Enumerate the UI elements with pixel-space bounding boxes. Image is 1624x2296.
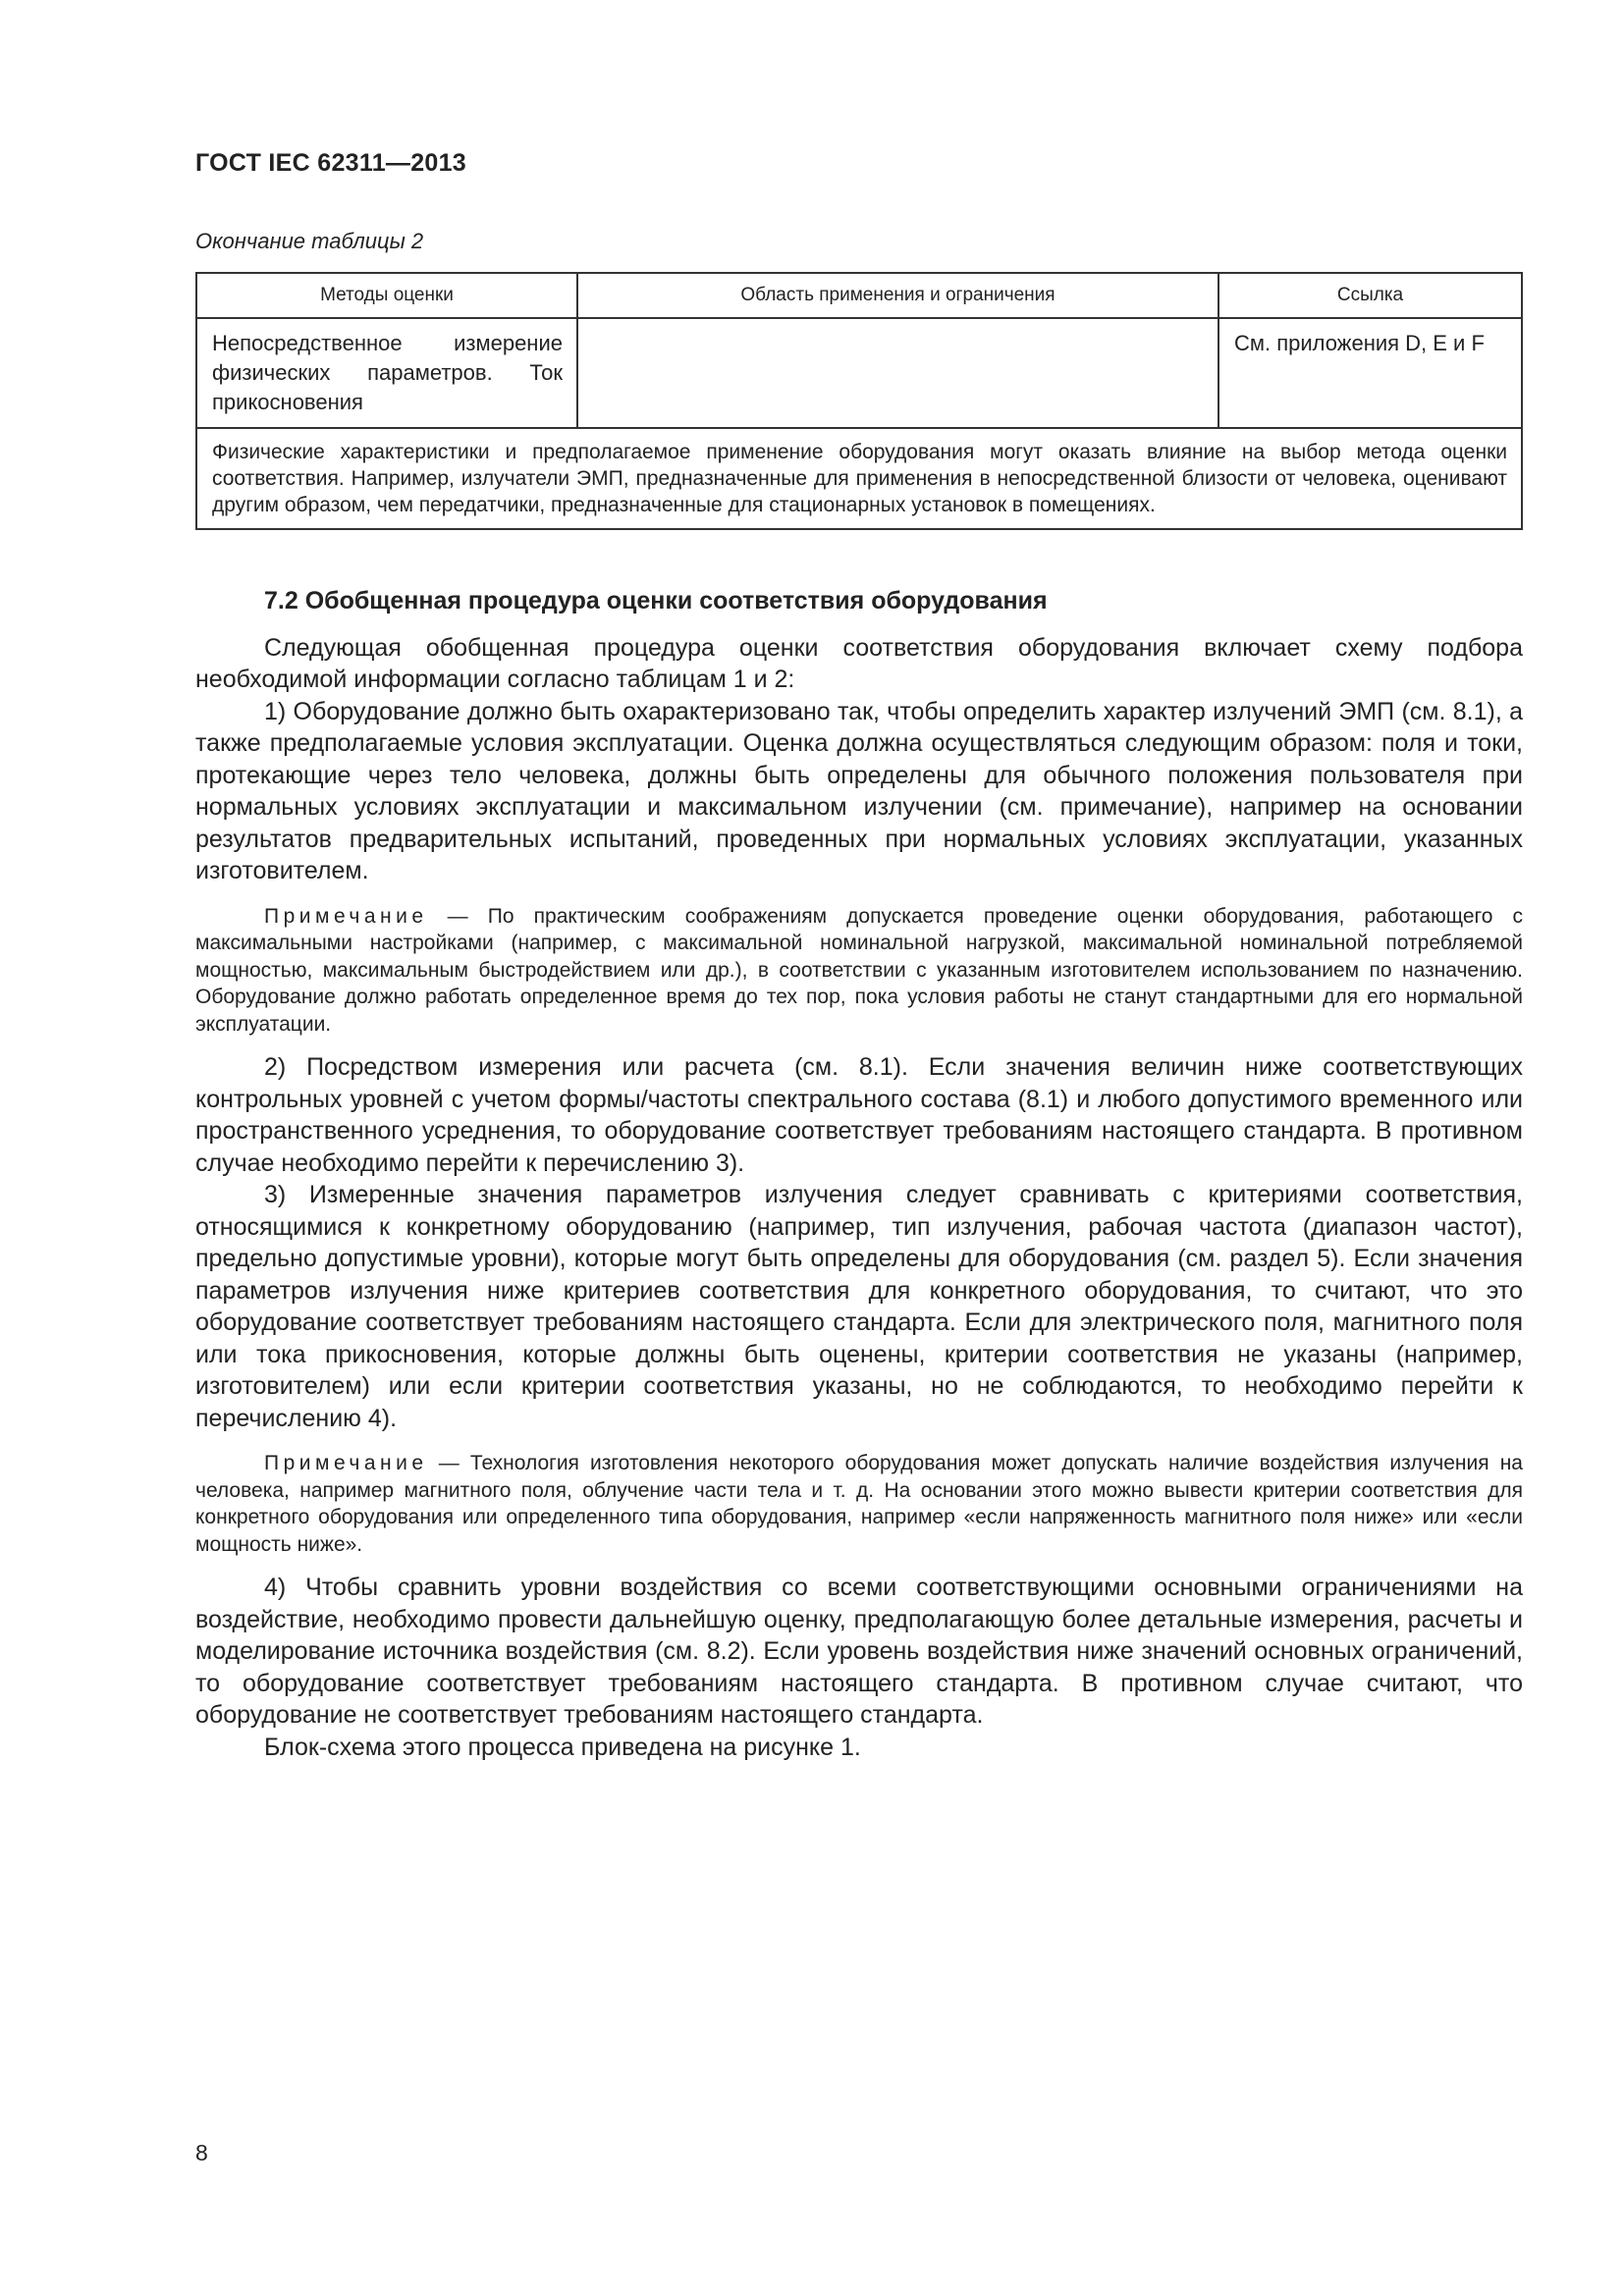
document-header: ГОСТ IEC 62311—2013 [195, 149, 467, 177]
list-item-1: 1) Оборудование должно быть охарактеризовано так, чтобы определить характер излучений ЭМП (см. 8.1), а также предполагаемые условия эксплуатации. Оценка должна осуществляться следующим образом: поля и токи, протекающие через тело человека, должны быть определены для обычного положения пользователя при нормальных условиях эксплуатации и максимальном излучении (см. примечание), например на основании результатов предварительных испытаний, проведенных при нормальных условиях эксплуатации, указанных изготовителем. [195, 697, 1523, 884]
cell-reference: См. приложения D, E и F [1218, 318, 1522, 428]
list-item-2: 2) Посредством измерения или расчета (см. 8.1). Если значения величин ниже соответствующих контрольных уровней с учетом формы/частоты спектрального состава (8.1) и любого допустимого временного или пространственного усреднения, то оборудование соответствует требованиям настоящего стандарта. В противном случае необходимо перейти к перечислению 3). [195, 1053, 1523, 1177]
list-item-3: 3) Измеренные значения параметров излучения следует сравнивать с критериями соответствия, относящимися к конкретному оборудованию (например, тип излучения, рабочая частота (диапазон частот), предельно допустимые уровни), которые могут быть определены для оборудования (см. раздел 5). Если значения параметров излучения ниже критериев соответствия для конкретного оборудования, то считают, что это оборудование соответствует требованиям настоящего стандарта. Если для электрического поля, магнитного поля или тока прикосновения, которые должны быть оценены, критерии соответствия не указаны (например, изготовителем) или если критерии соответствия указаны, но не соблюдаются, то необходимо перейти к перечислению 4). [195, 1181, 1523, 1432]
assessment-methods-table [195, 272, 1523, 530]
note-label: Примечание [264, 904, 428, 928]
column-header-scope: Область применения и ограничения [577, 273, 1218, 318]
table-note-row [196, 428, 1522, 529]
page-number: 8 [195, 2140, 208, 2165]
table-row [196, 318, 1522, 428]
note-1 [195, 903, 1523, 1039]
table-caption: Окончание таблицы 2 [195, 229, 424, 253]
note-text: — По практическим соображениям допускается проведение оценки оборудования, работающего с максимальными настройками (например, с максимальной номинальной нагрузкой, максимальной номинальной потребляемой мощностью, максимальным быстродействием или др.), в соответствии с указанным изготовителем использованием по назначению. Оборудование должно работать определенное время до тех пор, пока условия работы не станут стандартными для его нормальной эксплуатации. [195, 904, 1523, 1036]
note-label: Примечание [264, 1452, 428, 1474]
section-title: 7.2 Обобщенная процедура оценки соответствия оборудования [264, 587, 1048, 614]
column-header-methods: Методы оценки [196, 273, 577, 318]
cell-method: Непосредственное измерение физических параметров. Ток прикосновения [196, 318, 577, 428]
closing-paragraph: Блок-схема этого процесса приведена на рисунке 1. [264, 1733, 861, 1761]
table-note: Физические характеристики и предполагаемое применение оборудования могут оказать влияние на выбор метода оценки соответствия. Например, излучатели ЭМП, предназначенные для применения в непосредственной близости от человека, оценивают другим образом, чем передатчики, предназначенные для стационарных установок в помещениях. [196, 428, 1522, 529]
note-2 [195, 1450, 1523, 1558]
list-item-4: 4) Чтобы сравнить уровни воздействия со всеми соответствующими основными ограничениями на воздействие, необходимо провести дальнейшую оценку, предполагающую более детальные измерения, расчеты и моделирование источника воздействия (см. 8.2). Если уровень воздействия ниже значений основных ограничений, то оборудование соответствует требованиям настоящего стандарта. В противном случае считают, что оборудование не соответствует требованиям настоящего стандарта. [195, 1574, 1523, 1729]
intro-paragraph: Следующая обобщенная процедура оценки соответствия оборудования включает схему подбора необходимой информации согласно таблицам 1 и 2: [195, 633, 1523, 693]
cell-scope [577, 318, 1218, 428]
note-text: — Технология изготовления некоторого оборудования может допускать наличие воздействия излучения на человека, например магнитного поля, облучение части тела и т. д. На основании этого можно вывести критерии соответствия для конкретного оборудования или определенного типа оборудования, например «если напряженность магнитного поля ниже» или «если мощность ниже». [195, 1452, 1523, 1556]
table-header-row [196, 273, 1522, 318]
section-content [195, 585, 1523, 1763]
column-header-reference: Ссылка [1218, 273, 1522, 318]
